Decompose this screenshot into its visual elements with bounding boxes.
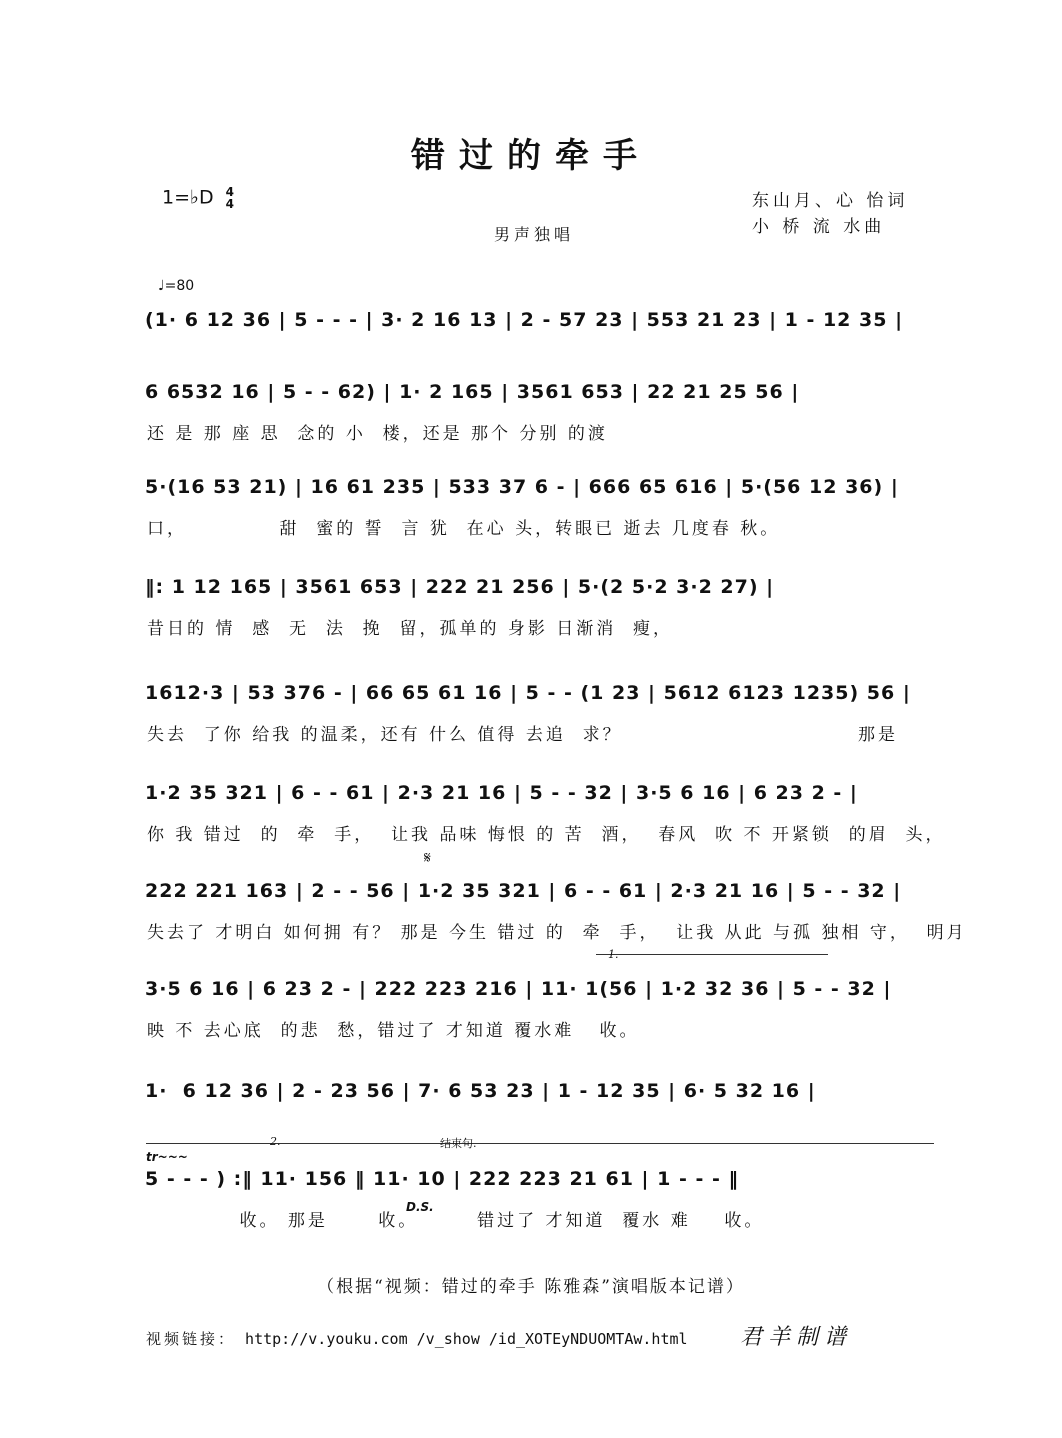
notes-line: 1· 6 12 36 | 2 - 23 56 | 7· 6 53 23 | 1 - 12 35 | 6· 5 32 16 | (145, 1080, 816, 1102)
notes-line: 1·2 35 321 | 6 - - 61 | 2·3 21 16 | 5 - - 32 | 3·5 6 16 | 6 23 2 - | (145, 782, 858, 804)
lyrics-line: 昔日的 情 感 无 法 挽 留，孤单的 身影 日渐消 瘦， (147, 619, 674, 639)
notes-line: 1612·3 | 53 376 - | 66 65 61 16 | 5 - - (1 23 | 5612 6123 1235) 56 | (145, 682, 911, 704)
trill-mark: tr~~~ (146, 1150, 188, 1164)
lyrics-line: 映 不 去心底 的悲 愁，错过了 才知道 覆水难 收。 (147, 1021, 640, 1041)
lyrics-line: 口， 甜 蜜的 誓 言 犹 在心 头，转眼已 逝去 几度春 秋。 (147, 519, 781, 539)
page-title: 错过的牵手 (411, 136, 651, 176)
lyricist-credit: 东山月、心 怡词 (752, 191, 909, 211)
ending-2-label: 2. (270, 1135, 281, 1148)
voice-type: 男声独唱 (494, 225, 575, 244)
transcriber-signature: 君羊制谱 (740, 1325, 853, 1350)
time-bottom: 4 (225, 197, 235, 211)
key-signature (162, 186, 234, 210)
lyrics-line: 收。 那是 收。 错过了 才知道 覆水 难 收。 (147, 1211, 765, 1231)
ds-mark: D.S. (406, 1200, 434, 1214)
video-link-label: 视频链接： (146, 1330, 237, 1348)
system-divider (146, 1143, 934, 1144)
time-top: 4 (225, 185, 235, 199)
lyrics-line: 失去了 才明白 如何拥 有？ 那是 今生 错过 的 牵 手， 让我 从此 与孤 独相 守， 明月 (147, 923, 967, 943)
lyrics-line: 还 是 那 座 思 念的 小 楼，还是 那个 分别 的渡 (147, 424, 608, 444)
notes-line: 5 - - - ) :‖ 11· 156 ‖ 11· 10 | 222 223 21 61 | 1 - - - ‖ (145, 1168, 739, 1190)
notes-line: ‖: 1 12 165 | 3561 653 | 222 21 256 | 5·(2 5·2 3·2 27) | (145, 576, 775, 598)
video-link (146, 1328, 688, 1349)
notes-line: (1· 6 12 36 | 5 - - - | 3· 2 16 13 | 2 - 57 23 | 553 21 23 | 1 - 12 35 | (145, 309, 904, 331)
video-link-url[interactable]: http://v.youku.com /v_show /id_XOTEyNDUOMTAw.html (245, 1330, 688, 1348)
segno-mark: 𝄋 (424, 848, 431, 867)
lyrics-line: 失去 了你 给我 的温柔，还有 什么 值得 去追 求？ 那是 (147, 725, 898, 745)
lyrics-line: 你 我 错过 的 牵 手， 让我 品味 悔恨 的 苦 酒， 春风 吹 不 开紧锁 的眉 头， (147, 825, 946, 845)
coda-ending-label: 结束句. (440, 1137, 477, 1150)
ending-1-label: 1. (608, 948, 619, 961)
time-signature (226, 186, 234, 210)
key-label: 1=♭D (162, 186, 214, 209)
ending-1-bracket (596, 954, 828, 955)
notes-line: 6 6532 16 | 5 - - 62) | 1· 2 165 | 3561 653 | 22 21 25 56 | (145, 381, 800, 403)
tempo-marking: ♩=80 (158, 278, 195, 294)
source-footnote: （根据“视频：错过的牵手 陈雅森”演唱版本记谱） (317, 1277, 745, 1297)
notes-line: 222 221 163 | 2 - - 56 | 1·2 35 321 | 6 - - 61 | 2·3 21 16 | 5 - - 32 | (145, 880, 902, 902)
notes-line: 5·(16 53 21) | 16 61 235 | 533 37 6 - | 666 65 616 | 5·(56 12 36) | (145, 476, 899, 498)
composer-credit: 小 桥 流 水曲 (752, 217, 886, 237)
notes-line: 3·5 6 16 | 6 23 2 - | 222 223 216 | 11· 1(56 | 1·2 32 36 | 5 - - 32 | (145, 978, 892, 1000)
